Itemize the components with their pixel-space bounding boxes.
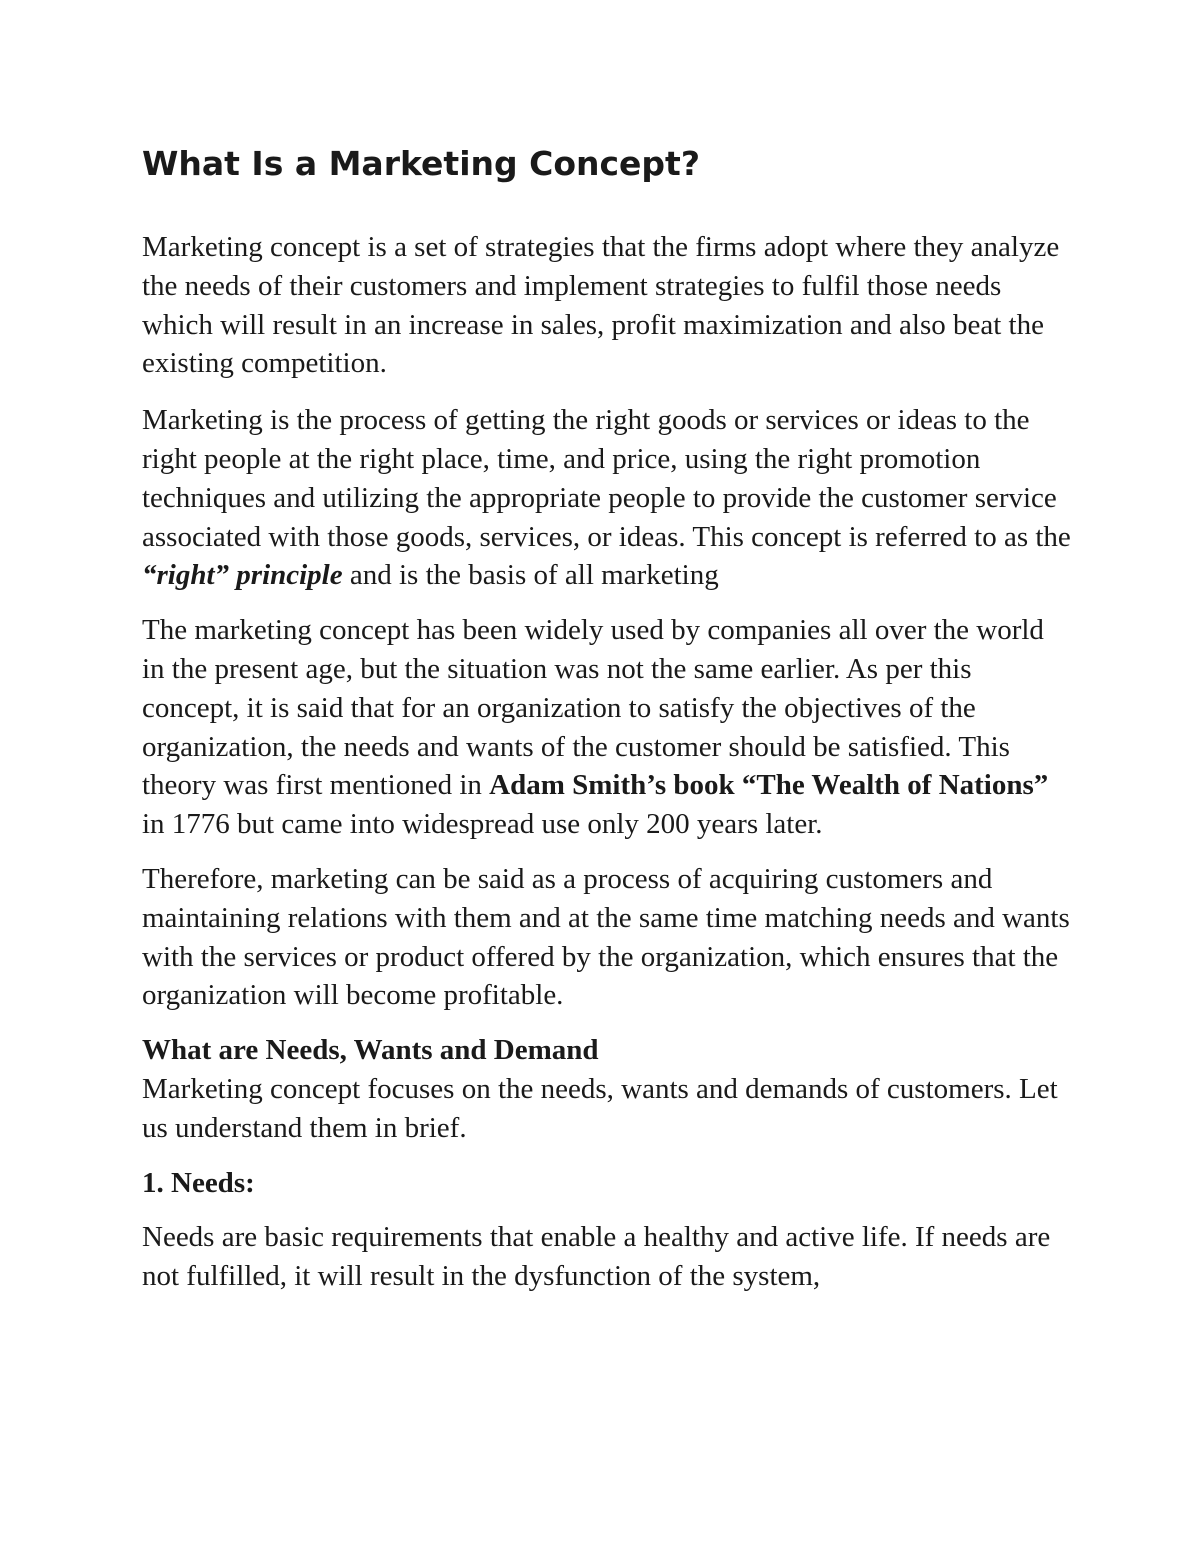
section-heading: What are Needs, Wants and Demand bbox=[142, 1034, 599, 1067]
paragraph-text: and is the basis of all marketing bbox=[342, 559, 719, 592]
paragraph-text: in 1776 but came into widespread use only 200 years later. bbox=[142, 808, 823, 841]
paragraph-text: The marketing concept has been widely used by companies all over the world in the present age, but the situation was not the same earlier. As per this concept, it is said that for an organization to satisfy the objectives of the organization, the needs and wants of the customer should be satisfied. This theory was first mentioned in bbox=[142, 614, 1044, 802]
emphasis-book-reference: Adam Smith’s book “The Wealth of Nations” bbox=[489, 769, 1049, 802]
page-title: What Is a Marketing Concept? bbox=[142, 144, 700, 183]
paragraph-definition: Marketing concept is a set of strategies that the firms adopt where they analyze the needs of their customers and implement strategies to fulfil those needs which will result in an increase in sales, profit maximization and also beat the existing competition. bbox=[142, 231, 1060, 380]
paragraph-right-principle bbox=[142, 401, 1072, 595]
needs-heading: 1. Needs: bbox=[142, 1166, 255, 1199]
paragraph-section-intro: Marketing concept focuses on the needs, wants and demands of customers. Let us understand them in brief. bbox=[142, 1072, 1058, 1144]
emphasis-right-principle: “right” principle bbox=[142, 559, 343, 592]
paragraph-needs: Needs are basic requirements that enable a healthy and active life. If needs are not fulfilled, it will result in the dysfunction of the system, bbox=[142, 1221, 1051, 1293]
paragraph-history bbox=[142, 611, 1072, 844]
document-page bbox=[142, 140, 1072, 1312]
paragraph-conclusion: Therefore, marketing can be said as a process of acquiring customers and maintaining relations with them and at the same time matching needs and wants with the services or product offered by the organization, which ensures that the organization will become profitable. bbox=[142, 862, 1070, 1012]
paragraph-text: Marketing is the process of getting the right goods or services or ideas to the right people at the right place, time, and price, using the right promotion techniques and utilizing the appropriate people to provide the customer service associated with those goods, services, or ideas. This concept is referred to as the bbox=[142, 404, 1071, 553]
